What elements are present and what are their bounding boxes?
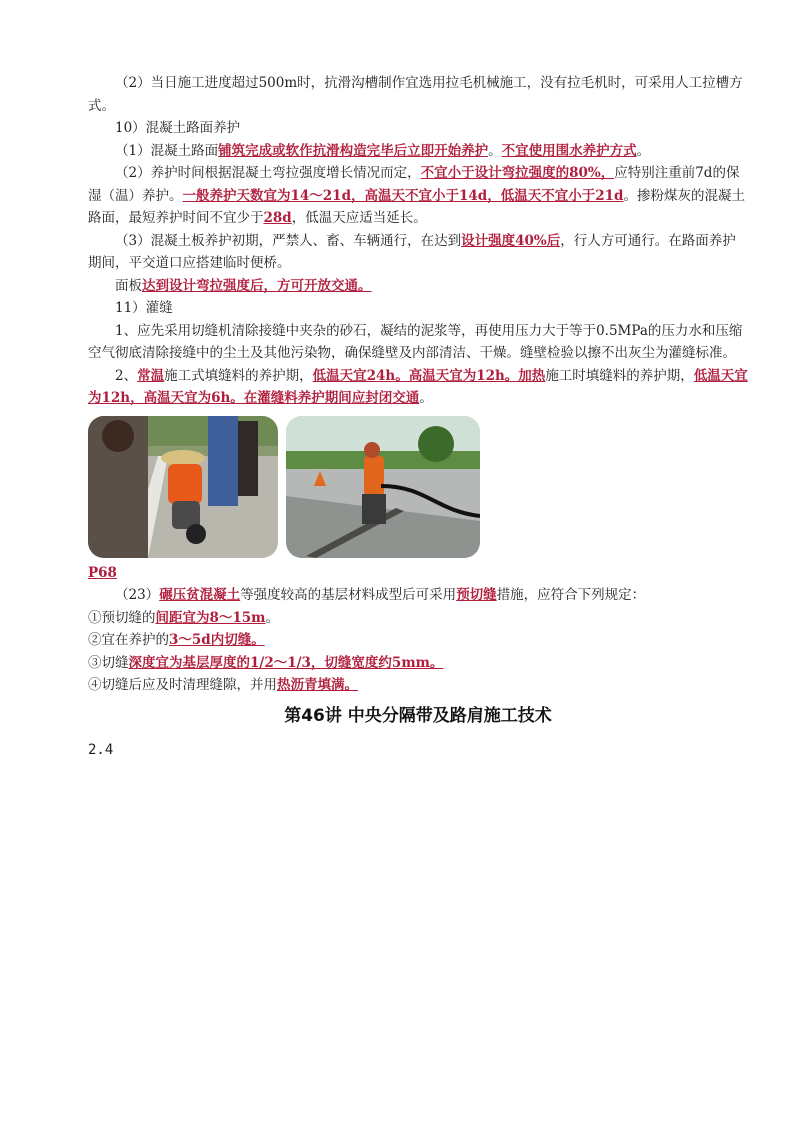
- photo-sealant-pouring: [286, 416, 480, 558]
- paragraph-pre-cut-joint: （23）碾压贫混凝土等强度较高的基层材料成型后可采用预切缝措施，应符合下列规定：: [115, 587, 646, 603]
- paragraph-joint-cleaning: 1、应先采用切缝机清除接缝中夹杂的砂石，凝结的泥浆等，再使用压力大于等于0.5MPa的压力水和压缩空气彻底清除接缝中的尘土及其他污染物，确保缝壁及内部清洁、干燥。缝壁检验以擦不出灰尘为灌缝标准。: [88, 322, 743, 361]
- list-item-depth: ③切缝深度宜为基层厚度的1/2～1/3，切缝宽度约5mm。: [88, 654, 444, 671]
- photo-joint-filling-workers: [88, 416, 278, 558]
- document-body: [88, 72, 748, 762]
- paragraph-curing-2: （2）养护时间根据混凝土弯拉强度增长情况而定，不宜小于设计弯拉强度的80%，应特别注重前7d的保湿（温）养护。一般养护天数宜为14～21d，高温天不宜小于14d，低温天不宜小于21d。掺粉煤灰的混凝土路面，最短养护时间不宜少于28d，低温天应适当延长。: [88, 165, 745, 226]
- heading-curing: 10）混凝土路面养护: [115, 120, 241, 136]
- paragraph-curing-1: （1）混凝土路面铺筑完成或软作抗滑构造完毕后立即开始养护。不宜使用围水养护方式。: [115, 142, 651, 159]
- list-item-spacing: ①预切缝的间距宜为8～15m。: [88, 609, 279, 626]
- lecture-title: 第46讲 中央分隔带及路肩施工技术: [284, 705, 552, 726]
- paragraph-sealant-curing: 2、常温施工式填缝料的养护期，低温天宜24h。高温天宜为12h。加热施工时填缝料的养护期，低温天宜为12h，高温天宜为6h。在灌缝料养护期间应封闭交通。: [88, 367, 748, 406]
- section-number: 2.4: [88, 742, 114, 758]
- paragraph-open-traffic: 面板达到设计弯拉强度后，方可开放交通。: [115, 277, 372, 294]
- page-reference: P68: [88, 564, 117, 581]
- photo-row: [88, 416, 748, 558]
- paragraph-grooving: （2）当日施工进度超过500m时，抗滑沟槽制作宜选用拉毛机械施工，没有拉毛机时，可采用人工拉槽方式。: [88, 75, 743, 114]
- paragraph-curing-3: （3）混凝土板养护初期，严禁人、畜、车辆通行，在达到设计强度40%后，行人方可通行。在路面养护期间，平交道口应搭建临时便桥。: [88, 232, 736, 271]
- heading-joint-filling: 11）灌缝: [115, 300, 173, 316]
- list-item-timing: ②宜在养护的3～5d内切缝。: [88, 632, 265, 648]
- list-item-fill: ④切缝后应及时清理缝隙，并用热沥青填满。: [88, 677, 358, 693]
